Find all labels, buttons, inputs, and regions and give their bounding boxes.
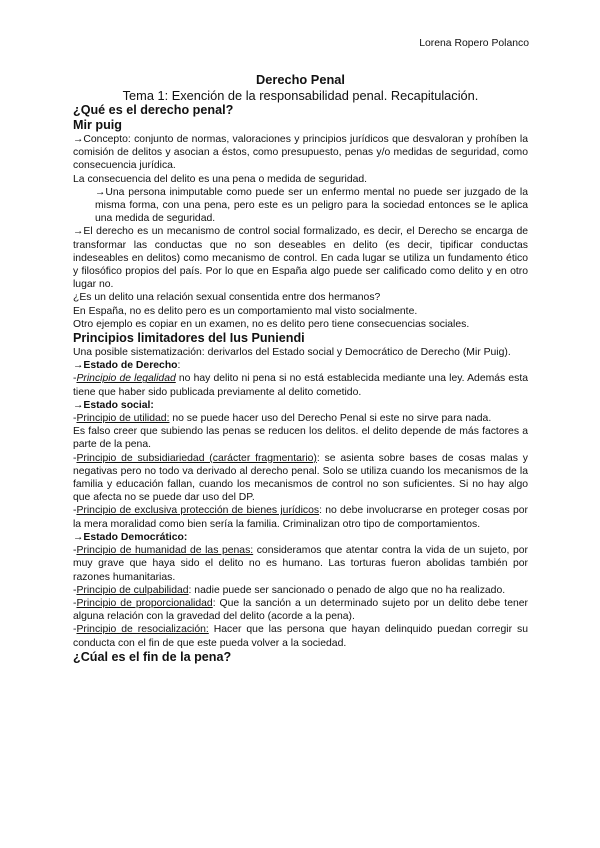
principle-legalidad bbox=[73, 372, 528, 398]
bullet-dash: - bbox=[73, 597, 77, 609]
heading-fin-de-la-pena: ¿Cúal es el fin de la pena? bbox=[73, 649, 232, 664]
subheading-estado-derecho bbox=[73, 359, 528, 372]
principle-subsidiariedad bbox=[73, 452, 528, 505]
document-body bbox=[73, 72, 528, 665]
estado-derecho-label: →Estado de Derecho bbox=[73, 360, 178, 372]
bullet-dash: - bbox=[73, 584, 77, 596]
principle-exclusiva-label: Principio de exclusiva protección de bienes jurídicos bbox=[76, 505, 320, 517]
bullet-dash: - bbox=[73, 452, 77, 464]
principle-legalidad-label: Principio de legalidad bbox=[76, 373, 176, 385]
principle-humanidad bbox=[73, 544, 528, 584]
document-title: Derecho Penal bbox=[256, 72, 345, 87]
principle-utilidad-label: Principio de utilidad: bbox=[76, 413, 170, 425]
principle-utilidad-text: no se puede hacer uso del Derecho Penal si este no sirve para nada. bbox=[169, 413, 492, 425]
bullet-dash: - bbox=[73, 545, 77, 557]
principle-culpabilidad-text: : nadie puede ser sancionado o penado de algo que no ha realizado. bbox=[188, 584, 506, 596]
paragraph-espana: En España, no es delito pero es un comportamiento mal visto socialmente. bbox=[73, 305, 418, 317]
bullet-dash: - bbox=[73, 413, 77, 425]
paragraph-mecanismo: →El derecho es un mecanismo de control social formalizado, es decir, el Derecho se encarga de transformar las conductas que no son deseables en delito (es decir, tipificar conductas indeseables en delitos) como mecanismo de control. En cada lugar se utiliza un fundamento ético y filosófico propios del país. Por lo que en España algo puede ser calificado como delito y en otro lugar no. bbox=[73, 226, 528, 291]
subheading-estado-democratico: →Estado Democrático: bbox=[73, 531, 188, 543]
principle-proporcionalidad-text: : Que la sanción a un determinado sujeto por un delito debe tener alguna relación con la gravedad del delito (acorde a la pena). bbox=[73, 597, 528, 623]
principle-exclusiva-proteccion bbox=[73, 504, 528, 530]
principle-culpabilidad bbox=[73, 584, 528, 597]
paragraph-examen: Otro ejemplo es copiar en un examen, no es delito pero tiene consecuencias sociales. bbox=[73, 318, 470, 330]
author-name: Lorena Ropero Polanco bbox=[419, 38, 529, 49]
estado-derecho-colon: : bbox=[177, 360, 181, 372]
heading-que-es-derecho-penal: ¿Qué es el derecho penal? bbox=[73, 103, 234, 117]
heading-mir-puig: Mir puig bbox=[73, 118, 122, 132]
principle-culpabilidad-label: Principio de culpabilidad bbox=[76, 584, 189, 596]
principle-humanidad-label: Principio de humanidad de las penas: bbox=[76, 545, 254, 557]
principle-proporcionalidad-label: Principio de proporcionalidad bbox=[76, 597, 213, 609]
paragraph-falso: Es falso creer que subiendo las penas se reducen los delitos. el delito depende de más factores a parte de la pena. bbox=[73, 426, 528, 451]
bullet-dash: - bbox=[73, 505, 77, 517]
principle-resocializacion-label: Principio de resocialización: bbox=[76, 624, 209, 636]
paragraph-inimputable: →Una persona inimputable como puede ser un enfermo mental no puede ser juzgado de la misma forma, con una pena, pero este es un peligro para la sociedad entonces se le aplica una medida de seguridad. bbox=[95, 186, 528, 225]
principle-subsidiariedad-label: Principio de subsidiariedad (carácter fragmentario) bbox=[76, 452, 317, 464]
principle-resocializacion-text: Hacer que las persona que hayan delinquido puedan corregir su conducta con el fin de que este pueda volver a la sociedad. bbox=[73, 624, 528, 649]
principle-proporcionalidad bbox=[73, 597, 528, 623]
paragraph-pregunta-hermanos: ¿Es un delito una relación sexual consentida entre dos hermanos? bbox=[73, 292, 381, 304]
principle-subsidiariedad-text: : se asienta sobre bases de cosas malas y negativas pero no todo va derivado al derecho penal. Solo se utiliza cuando los mecanismos de la familia y educación fallan, cuando los mecanismos de control no son suficientes. Si no hay algo que afecta no se puede dar uso del DP. bbox=[73, 452, 528, 504]
heading-principios-limitadores: Principios limitadores del Ius Puniendi bbox=[73, 331, 305, 346]
principle-exclusiva-text: : no debe involucrarse en proteger cosas por la mera moralidad como bien sería la familia. Criminalizan otro tipo de comportamientos. bbox=[73, 505, 528, 530]
paragraph-consecuencia: La consecuencia del delito es una pena o medida de seguridad. bbox=[73, 173, 368, 185]
principle-legalidad-text: no hay delito ni pena si no está establecida mediante una ley. Además esta tiene que haber sido publicada previamente al delito cometido. bbox=[73, 373, 529, 398]
principle-humanidad-text: consideramos que atentar contra la vida de un sujeto, por muy grave que haya sido el delito no es humano. Las torturas fueron abolidas también por razones humanitarias. bbox=[73, 545, 528, 583]
bullet-dash: - bbox=[73, 373, 77, 385]
paragraph-concepto: →Concepto: conjunto de normas, valoraciones y principios jurídicos que desvaloran y prohíben la comisión de delitos y asocian a éstos, como presupuesto, penas y/o medidas de seguridad, como consecuencia jurídica. bbox=[73, 134, 528, 172]
paragraph-sistematizacion: Una posible sistematización: derivarlos del Estado social y Democrático de Derecho (Mir Puig). bbox=[73, 347, 511, 359]
document-subtitle: Tema 1: Exención de la responsabilidad penal. Recapitulación. bbox=[122, 88, 479, 103]
principle-resocializacion bbox=[73, 623, 528, 649]
principle-utilidad bbox=[73, 412, 528, 425]
subheading-estado-social: →Estado social: bbox=[73, 399, 154, 411]
bullet-dash: - bbox=[73, 624, 77, 636]
